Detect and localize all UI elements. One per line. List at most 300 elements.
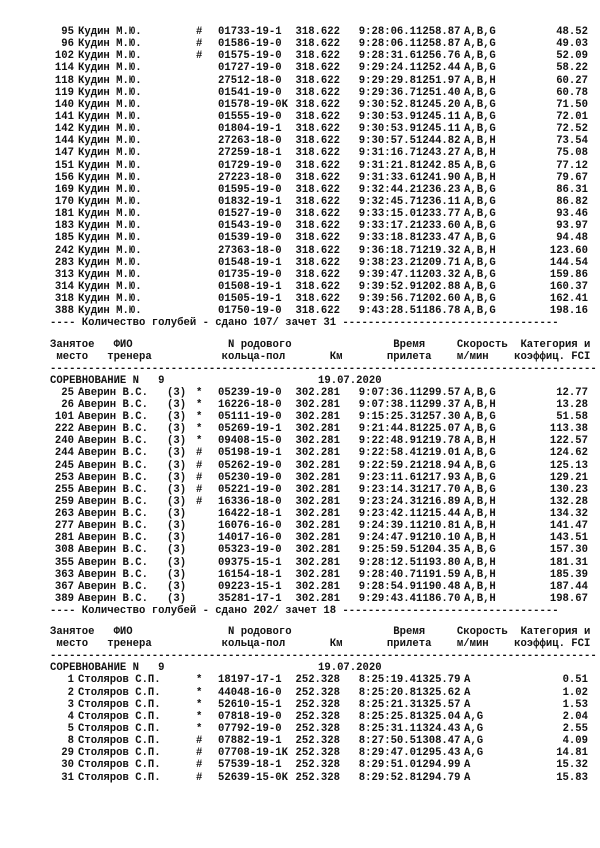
cell-category: A,B,G <box>464 110 496 123</box>
cell-trainer: Аверин В.С. <box>78 593 148 606</box>
table-row <box>50 281 590 293</box>
cell-arrival-time: 9:32:44.2 <box>358 183 416 196</box>
cell-marker: * <box>196 686 203 699</box>
cell-ring: 05230-19-0 <box>218 471 282 484</box>
cell-arrival-time: 9:29:29.8 <box>358 74 416 87</box>
cell-speed: 1186.70 <box>416 593 461 606</box>
cell-ring: 01586-19-0 <box>218 38 282 51</box>
cell-place: 30 <box>61 759 74 772</box>
competition-date: 19.07.2020 <box>318 662 382 675</box>
cell-category: A,B,G <box>464 195 496 208</box>
table-row <box>50 747 590 759</box>
cell-category: A,B,G <box>464 159 496 172</box>
cell-distance: 318.622 <box>295 183 340 196</box>
cell-ring: 05262-19-0 <box>218 459 282 472</box>
cell-speed: 1236.11 <box>416 195 461 208</box>
cell-category: A,B,G <box>464 62 496 75</box>
cell-trainer: Столяров С.П. <box>78 723 161 736</box>
cell-category: A,B,H <box>464 398 496 411</box>
cell-speed: 1245.11 <box>416 123 461 136</box>
cell-trainer: Столяров С.П. <box>78 759 161 772</box>
table-row <box>50 62 590 74</box>
cell-ring: 01733-19-1 <box>218 26 282 38</box>
cell-speed: 1233.47 <box>416 232 461 245</box>
cell-place: 281 <box>54 532 74 545</box>
cell-category: A,B,G <box>464 268 496 281</box>
cell-category: A,B,H <box>464 495 496 508</box>
cell-place: 308 <box>54 544 74 557</box>
cell-place: 240 <box>54 435 74 448</box>
cell-speed: 1258.87 <box>416 26 461 38</box>
cell-place: 25 <box>61 386 74 399</box>
cell-ring: 01735-19-0 <box>218 268 282 281</box>
cell-category: A,B,G <box>464 447 496 460</box>
cell-distance: 252.328 <box>295 710 340 723</box>
table-row <box>50 293 590 305</box>
cell-place: 263 <box>54 508 74 521</box>
cell-trainer: Кудин М.Ю. <box>78 256 142 269</box>
cell-marker: # <box>196 483 203 496</box>
cell-place: 242 <box>54 244 74 257</box>
cell-distance: 302.281 <box>295 520 340 533</box>
cell-speed: 1190.48 <box>416 580 461 593</box>
cell-ring: 52610-15-1 <box>218 698 282 711</box>
cell-group: (3) <box>167 544 187 557</box>
cell-category: A,B,G <box>464 123 496 136</box>
cell-category: A,B,H <box>464 593 496 606</box>
cell-distance: 318.622 <box>295 244 340 257</box>
cell-marker: * <box>196 674 203 687</box>
table-row <box>50 674 590 686</box>
cell-coefficient: 157.30 <box>549 544 588 557</box>
cell-trainer: Кудин М.Ю. <box>78 305 142 318</box>
cell-speed: 1243.27 <box>416 147 461 160</box>
cell-category: A <box>464 674 471 687</box>
cell-distance: 252.328 <box>295 735 340 748</box>
cell-trainer: Аверин В.С. <box>78 398 148 411</box>
cell-ring: 01508-19-1 <box>218 280 282 293</box>
cell-distance: 318.622 <box>295 159 340 172</box>
cell-coefficient: 2.04 <box>562 710 588 723</box>
cell-arrival-time: 9:39:56.7 <box>358 293 416 306</box>
cell-arrival-time: 9:28:12.5 <box>358 556 416 569</box>
cell-group: (3) <box>167 423 187 436</box>
cell-arrival-time: 9:43:28.5 <box>358 305 416 318</box>
cell-trainer: Аверин В.С. <box>78 495 148 508</box>
table-header-1 <box>50 338 597 375</box>
cell-group: (3) <box>167 568 187 581</box>
cell-distance: 302.281 <box>295 435 340 448</box>
cell-place: 183 <box>54 220 74 233</box>
cell-speed: 1245.11 <box>416 110 461 123</box>
cell-marker: # <box>196 447 203 460</box>
cell-trainer: Столяров С.П. <box>78 710 161 723</box>
table-row <box>50 196 590 208</box>
cell-distance: 252.328 <box>295 759 340 772</box>
cell-coefficient: 77.12 <box>556 159 588 172</box>
cell-coefficient: 181.31 <box>549 556 588 569</box>
cell-distance: 318.622 <box>295 98 340 111</box>
cell-distance: 318.622 <box>295 135 340 148</box>
cell-distance: 252.328 <box>295 674 340 687</box>
cell-trainer: Аверин В.С. <box>78 459 148 472</box>
cell-trainer: Аверин В.С. <box>78 544 148 557</box>
cell-group: (3) <box>167 556 187 569</box>
cell-arrival-time: 8:27:50.5 <box>358 735 416 748</box>
cell-coefficient: 4.09 <box>562 735 588 748</box>
cell-trainer: Кудин М.Ю. <box>78 86 142 99</box>
cell-marker: * <box>196 386 203 399</box>
cell-speed: 1202.88 <box>416 280 461 293</box>
cell-ring: 27263-18-0 <box>218 135 282 148</box>
cell-arrival-time: 9:28:06.1 <box>358 26 416 38</box>
cell-place: 355 <box>54 556 74 569</box>
cell-distance: 318.622 <box>295 38 340 51</box>
table-row <box>50 387 590 399</box>
cell-trainer: Кудин М.Ю. <box>78 26 142 38</box>
table-row <box>50 123 590 135</box>
cell-trainer: Аверин В.С. <box>78 520 148 533</box>
table-row <box>50 269 590 281</box>
cell-marker: * <box>196 698 203 711</box>
cell-place: 245 <box>54 459 74 472</box>
cell-trainer: Аверин В.С. <box>78 423 148 436</box>
cell-category: A <box>464 698 471 711</box>
block2-summary-text: ---- Количество голубей - сдано 202/ зачет 18 ---------------------------------- <box>50 605 559 618</box>
cell-place: 95 <box>61 26 74 38</box>
cell-marker: # <box>196 26 203 38</box>
table-row <box>50 305 590 317</box>
cell-coefficient: 86.31 <box>556 183 588 196</box>
table-row <box>50 520 590 532</box>
cell-speed: 1251.40 <box>416 86 461 99</box>
table-row <box>50 699 590 711</box>
cell-ring: 01527-19-0 <box>218 208 282 221</box>
cell-speed: 1217.70 <box>416 483 461 496</box>
cell-category: A,B,G <box>464 183 496 196</box>
cell-arrival-time: 9:30:57.5 <box>358 135 416 148</box>
table-row <box>50 135 590 147</box>
cell-distance: 318.622 <box>295 26 340 38</box>
results-block-averin <box>50 387 590 606</box>
cell-category: A,G <box>464 735 484 748</box>
cell-category: A,B,H <box>464 135 496 148</box>
cell-coefficient: 86.82 <box>556 195 588 208</box>
cell-distance: 318.622 <box>295 110 340 123</box>
cell-trainer: Столяров С.П. <box>78 698 161 711</box>
cell-coefficient: 93.97 <box>556 220 588 233</box>
cell-speed: 1241.90 <box>416 171 461 184</box>
cell-group: (3) <box>167 435 187 448</box>
cell-arrival-time: 8:25:21.3 <box>358 698 416 711</box>
cell-arrival-time: 9:38:23.2 <box>358 256 416 269</box>
cell-ring: 27363-18-0 <box>218 244 282 257</box>
cell-speed: 1294.79 <box>416 771 461 784</box>
cell-arrival-time: 9:29:36.7 <box>358 86 416 99</box>
cell-distance: 318.622 <box>295 305 340 318</box>
cell-speed: 1215.44 <box>416 508 461 521</box>
cell-trainer: Кудин М.Ю. <box>78 62 142 75</box>
cell-arrival-time: 9:30:53.9 <box>358 123 416 136</box>
cell-arrival-time: 9:21:44.8 <box>358 423 416 436</box>
cell-category: A,B,G <box>464 471 496 484</box>
cell-trainer: Аверин В.С. <box>78 447 148 460</box>
table-row <box>50 557 590 569</box>
results-block-kudin <box>50 26 590 317</box>
cell-place: 313 <box>54 268 74 281</box>
cell-coefficient: 60.78 <box>556 86 588 99</box>
cell-arrival-time: 9:22:59.2 <box>358 459 416 472</box>
cell-distance: 302.281 <box>295 532 340 545</box>
cell-place: 169 <box>54 183 74 196</box>
cell-speed: 1219.01 <box>416 447 461 460</box>
cell-coefficient: 144.54 <box>549 256 588 269</box>
cell-arrival-time: 9:29:24.1 <box>358 62 416 75</box>
table-row <box>50 581 590 593</box>
cell-marker: # <box>196 38 203 51</box>
cell-category: A,B,G <box>464 50 496 63</box>
cell-place: 170 <box>54 195 74 208</box>
table-row <box>50 711 590 723</box>
table-row <box>50 26 590 38</box>
cell-speed: 1186.78 <box>416 305 461 318</box>
cell-trainer: Аверин В.С. <box>78 483 148 496</box>
cell-ring: 01729-19-0 <box>218 159 282 172</box>
cell-trainer: Кудин М.Ю. <box>78 220 142 233</box>
cell-ring: 01541-19-0 <box>218 86 282 99</box>
cell-place: 283 <box>54 256 74 269</box>
cell-speed: 1257.30 <box>416 410 461 423</box>
cell-coefficient: 162.41 <box>549 293 588 306</box>
cell-arrival-time: 9:25:59.5 <box>358 544 416 557</box>
cell-category: A,B,G <box>464 483 496 496</box>
cell-ring: 27512-18-0 <box>218 74 282 87</box>
cell-category: A <box>464 759 471 772</box>
cell-trainer: Кудин М.Ю. <box>78 123 142 136</box>
cell-place: 118 <box>54 74 74 87</box>
cell-place: 29 <box>61 747 74 760</box>
cell-arrival-time: 8:29:52.8 <box>358 771 416 784</box>
cell-coefficient: 124.62 <box>549 447 588 460</box>
cell-marker: # <box>196 759 203 772</box>
cell-distance: 302.281 <box>295 386 340 399</box>
cell-ring: 16422-18-1 <box>218 508 282 521</box>
cell-ring: 05239-19-0 <box>218 386 282 399</box>
cell-speed: 1233.60 <box>416 220 461 233</box>
cell-trainer: Аверин В.С. <box>78 386 148 399</box>
cell-distance: 318.622 <box>295 195 340 208</box>
cell-place: 26 <box>61 398 74 411</box>
cell-trainer: Столяров С.П. <box>78 735 161 748</box>
cell-trainer: Кудин М.Ю. <box>78 135 142 148</box>
cell-category: A,B,H <box>464 568 496 581</box>
block1-summary <box>50 317 590 329</box>
cell-trainer: Кудин М.Ю. <box>78 74 142 87</box>
cell-speed: 1308.47 <box>416 735 461 748</box>
cell-coefficient: 125.13 <box>549 459 588 472</box>
cell-speed: 1242.85 <box>416 159 461 172</box>
cell-distance: 252.328 <box>295 698 340 711</box>
cell-coefficient: 0.51 <box>562 674 588 687</box>
cell-coefficient: 73.54 <box>556 135 588 148</box>
cell-coefficient: 132.28 <box>549 495 588 508</box>
results-block-stolyarov <box>50 674 590 783</box>
cell-category: A <box>464 686 471 699</box>
table-row <box>50 723 590 735</box>
cell-category: A,B,H <box>464 556 496 569</box>
cell-distance: 252.328 <box>295 747 340 760</box>
cell-coefficient: 159.86 <box>549 268 588 281</box>
cell-distance: 252.328 <box>295 723 340 736</box>
cell-category: A,B,G <box>464 208 496 221</box>
cell-arrival-time: 9:07:36.1 <box>358 386 416 399</box>
cell-ring: 01575-19-0 <box>218 50 282 63</box>
cell-trainer: Столяров С.П. <box>78 771 161 784</box>
competition-date: 19.07.2020 <box>318 374 382 387</box>
cell-ring: 05221-19-0 <box>218 483 282 496</box>
cell-place: 101 <box>54 410 74 423</box>
cell-speed: 1295.43 <box>416 747 461 760</box>
header-line-1: Занятое ФИО N родового Время Скорость Категория и <box>50 338 591 351</box>
cell-category: A,B,G <box>464 232 496 245</box>
table-row <box>50 75 590 87</box>
cell-place: 277 <box>54 520 74 533</box>
table-row <box>50 593 590 605</box>
header-rule: -------------------------------------------------------------------------------------- <box>50 650 597 663</box>
cell-ring: 07818-19-0 <box>218 710 282 723</box>
cell-ring: 01543-19-0 <box>218 220 282 233</box>
cell-coefficient: 129.21 <box>549 471 588 484</box>
cell-ring: 05111-19-0 <box>218 410 282 423</box>
table-row <box>50 532 590 544</box>
cell-group: (3) <box>167 495 187 508</box>
cell-ring: 01539-19-0 <box>218 232 282 245</box>
table-row <box>50 160 590 172</box>
cell-category: A,B,G <box>464 256 496 269</box>
cell-category: A,G <box>464 747 484 760</box>
table-row <box>50 508 590 520</box>
cell-coefficient: 13.28 <box>556 398 588 411</box>
cell-category: A,B,H <box>464 520 496 533</box>
cell-ring: 14017-16-0 <box>218 532 282 545</box>
cell-distance: 318.622 <box>295 147 340 160</box>
cell-trainer: Аверин В.С. <box>78 410 148 423</box>
cell-arrival-time: 9:33:18.8 <box>358 232 416 245</box>
cell-category: A,B,G <box>464 220 496 233</box>
header-line-2: место тренера кольца-пол Км прилета м/мин коэффиц. FCI <box>50 350 591 363</box>
cell-distance: 318.622 <box>295 208 340 221</box>
cell-place: 259 <box>54 495 74 508</box>
cell-distance: 302.281 <box>295 423 340 436</box>
cell-arrival-time: 9:28:06.1 <box>358 38 416 51</box>
cell-place: 140 <box>54 98 74 111</box>
cell-trainer: Кудин М.Ю. <box>78 268 142 281</box>
cell-arrival-time: 9:32:45.7 <box>358 195 416 208</box>
cell-arrival-time: 9:23:24.3 <box>358 495 416 508</box>
table-row <box>50 257 590 269</box>
cell-trainer: Кудин М.Ю. <box>78 110 142 123</box>
cell-distance: 302.281 <box>295 495 340 508</box>
table-row <box>50 772 590 784</box>
cell-arrival-time: 9:31:16.7 <box>358 147 416 160</box>
table-row <box>50 99 590 111</box>
cell-coefficient: 52.09 <box>556 50 588 63</box>
cell-arrival-time: 9:29:43.4 <box>358 593 416 606</box>
cell-trainer: Аверин В.С. <box>78 471 148 484</box>
cell-place: 147 <box>54 147 74 160</box>
header-rule: -------------------------------------------------------------------------------------- <box>50 362 597 375</box>
cell-marker: # <box>196 50 203 63</box>
table-row <box>50 472 590 484</box>
cell-speed: 1191.59 <box>416 568 461 581</box>
cell-ring: 18197-17-1 <box>218 674 282 687</box>
cell-distance: 318.622 <box>295 50 340 63</box>
cell-arrival-time: 9:33:15.0 <box>358 208 416 221</box>
table-row <box>50 172 590 184</box>
cell-speed: 1202.60 <box>416 293 461 306</box>
cell-ring: 27259-18-1 <box>218 147 282 160</box>
cell-category: A <box>464 771 471 784</box>
cell-category: A,B,G <box>464 386 496 399</box>
cell-arrival-time: 9:22:48.9 <box>358 435 416 448</box>
cell-coefficient: 160.37 <box>549 280 588 293</box>
cell-coefficient: 134.32 <box>549 508 588 521</box>
cell-place: 253 <box>54 471 74 484</box>
competition-title: СОРЕВНОВАНИЕ N 9 <box>50 374 165 387</box>
cell-place: 363 <box>54 568 74 581</box>
cell-ring: 16336-18-0 <box>218 495 282 508</box>
cell-place: 8 <box>67 735 74 748</box>
cell-arrival-time: 9:33:17.2 <box>358 220 416 233</box>
cell-coefficient: 185.39 <box>549 568 588 581</box>
cell-arrival-time: 9:30:53.9 <box>358 110 416 123</box>
cell-distance: 318.622 <box>295 293 340 306</box>
cell-coefficient: 143.51 <box>549 532 588 545</box>
cell-speed: 1244.82 <box>416 135 461 148</box>
cell-place: 3 <box>67 698 74 711</box>
cell-ring: 07708-19-1K <box>218 747 288 760</box>
cell-coefficient: 123.60 <box>549 244 588 257</box>
cell-coefficient: 1.53 <box>562 698 588 711</box>
cell-trainer: Аверин В.С. <box>78 508 148 521</box>
cell-group: (3) <box>167 471 187 484</box>
cell-ring: 01804-19-1 <box>218 123 282 136</box>
cell-category: A,B,G <box>464 410 496 423</box>
cell-place: 142 <box>54 123 74 136</box>
cell-speed: 1216.89 <box>416 495 461 508</box>
cell-category: A,B,G <box>464 544 496 557</box>
cell-coefficient: 1.02 <box>562 686 588 699</box>
cell-category: A,B,H <box>464 147 496 160</box>
cell-place: 144 <box>54 135 74 148</box>
cell-group: (3) <box>167 483 187 496</box>
cell-ring: 05269-19-1 <box>218 423 282 436</box>
cell-trainer: Кудин М.Ю. <box>78 183 142 196</box>
cell-distance: 318.622 <box>295 280 340 293</box>
cell-trainer: Кудин М.Ю. <box>78 244 142 257</box>
cell-group: (3) <box>167 593 187 606</box>
cell-distance: 302.281 <box>295 544 340 557</box>
cell-arrival-time: 9:22:58.4 <box>358 447 416 460</box>
cell-place: 314 <box>54 280 74 293</box>
cell-speed: 1245.20 <box>416 98 461 111</box>
cell-category: A,B,G <box>464 305 496 318</box>
cell-coefficient: 48.52 <box>556 26 588 38</box>
cell-ring: 07792-19-0 <box>218 723 282 736</box>
cell-ring: 09223-15-1 <box>218 580 282 593</box>
cell-trainer: Кудин М.Ю. <box>78 280 142 293</box>
cell-arrival-time: 9:23:14.3 <box>358 483 416 496</box>
